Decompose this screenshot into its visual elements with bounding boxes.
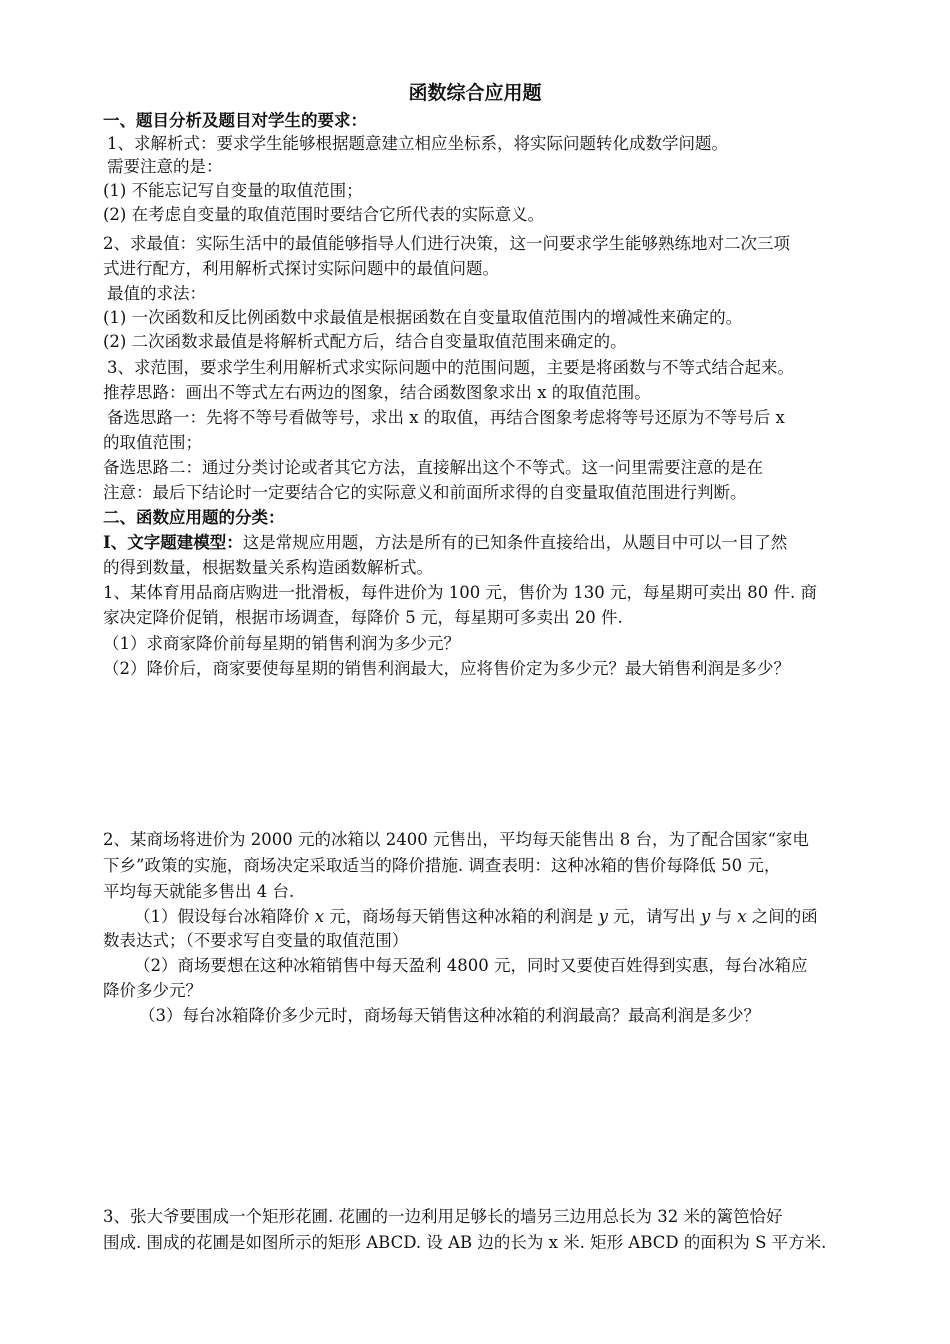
paragraph: 的得到数量，根据数量关系构造函数解析式。	[103, 558, 433, 577]
question-3-text: 3、张大爷要围成一个矩形花圃. 花圃的一边利用足够长的墙另三边用总长为 32 米的篱笆恰好	[103, 1207, 783, 1226]
question-3-text: 围成. 围成的花圃是如图所示的矩形 ABCD. 设 AB 边的长为 x 米. 矩形 ABCD 的面积为 S 平方米.	[103, 1233, 827, 1252]
list-item: (2) 在考虑自变量的取值范围时要结合它所代表的实际意义。	[103, 205, 545, 224]
question-2-text: 2、某商场将进价为 2000 元的冰箱以 2400 元售出，平均每天能售出 8 台，为了配合国家“家电	[103, 830, 809, 849]
paragraph: 需要注意的是：	[107, 157, 223, 176]
paragraph: 备选思路一：先将不等号看做等号，求出 x 的取值，再结合图象考虑将等号还原为不等号后 x	[107, 408, 785, 427]
paragraph: 的取值范围；	[103, 433, 202, 452]
question-2-sub: 数表达式；（不要求写自变量的取值范围）	[103, 931, 409, 950]
list-item: (1) 一次函数和反比例函数中求最值是根据函数在自变量取值范围内的增减性来确定的。	[103, 308, 743, 327]
paragraph: 3、求范围，要求学生利用解析式求实际问题中的范围问题，主要是将函数与不等式结合起来。	[107, 358, 794, 377]
section-heading-1: 一、题目分析及题目对学生的要求：	[103, 111, 367, 130]
list-item: (1) 不能忘记写自变量的取值范围；	[103, 181, 363, 200]
page-title: 函数综合应用题	[408, 82, 542, 104]
paragraph	[103, 532, 787, 554]
paragraph: 最值的求法：	[107, 284, 206, 303]
question-1-sub: （2）降价后，商家要使每星期的销售利润最大，应将售价定为多少元？最大销售利润是多少？	[103, 659, 790, 678]
paragraph: 推荐思路：画出不等式左右两边的图象，结合函数图象求出 x 的取值范围。	[103, 383, 651, 402]
paragraph: 1、求解析式：要求学生能够根据题意建立相应坐标系，将实际问题转化成数学问题。	[107, 134, 728, 153]
paragraph: 2、求最值：实际生活中的最值能够指导人们进行决策，这一问要求学生能够熟练地对二次三项	[103, 234, 790, 253]
question-2-text: 平均每天就能多售出 4 台.	[103, 882, 295, 901]
question-1-sub: （1）求商家降价前每星期的销售利润为多少元？	[103, 634, 460, 653]
subheading: Ⅰ、文字题建模型：	[103, 533, 243, 552]
paragraph: 注意：最后下结论时一定要结合它的实际意义和前面所求得的自变量取值范围进行判断。	[103, 483, 747, 502]
question-1-text: 家决定降价促销，根据市场调查，每降价 5 元，每星期可多卖出 20 件.	[103, 608, 623, 627]
paragraph: 式进行配方，利用解析式探讨实际问题中的最值问题。	[103, 259, 499, 278]
paragraph-text: 这是常规应用题，方法是所有的已知条件直接给出，从题目中可以一目了然	[242, 533, 788, 552]
section-heading-2: 二、函数应用题的分类：	[103, 508, 285, 527]
question-2-text: 下乡”政策的实施，商场决定采取适当的降价措施. 调查表明：这种冰箱的售价每降低 50 元，	[103, 856, 781, 875]
question-1-text: 1、某体育用品商店购进一批滑板，每件进价为 100 元，售价为 130 元，每星期可卖出 80 件. 商	[103, 583, 817, 602]
list-item: (2) 二次函数求最值是将解析式配方后，结合自变量取值范围来确定的。	[103, 332, 627, 351]
paragraph: 备选思路二：通过分类讨论或者其它方法，直接解出这个不等式。这一问里需要注意的是在	[103, 458, 763, 477]
question-2-sub: （3）每台冰箱降价多少元时，商场每天销售这种冰箱的利润最高？最高利润是多少？	[139, 1006, 760, 1025]
question-2-sub: 降价多少元？	[103, 981, 202, 1000]
question-2-sub: （2）商场要想在这种冰箱销售中每天盈利 4800 元，同时又要使百姓得到实惠，每台冰箱应	[134, 956, 808, 975]
question-2-sub: （1）假设每台冰箱降价 x 元，商场每天销售这种冰箱的利润是 y 元，请写出 y 与 x 之间的函	[134, 907, 818, 926]
